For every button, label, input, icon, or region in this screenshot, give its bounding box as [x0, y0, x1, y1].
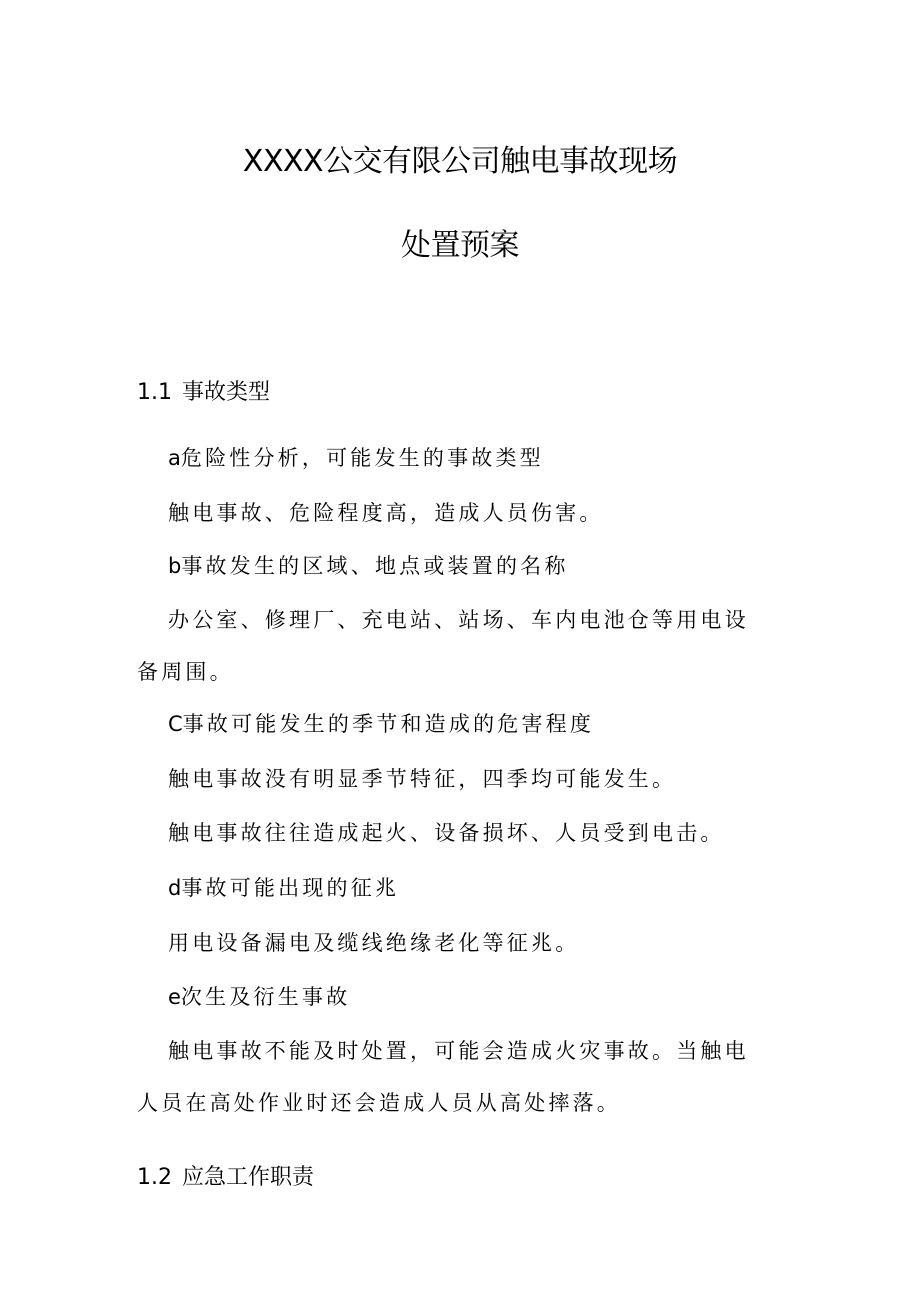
- paragraph: [168, 819, 725, 847]
- paragraph-c: [168, 710, 594, 738]
- list-marker: a: [168, 446, 181, 470]
- section-title: 应急工作职责: [182, 1165, 315, 1190]
- paragraph: [137, 594, 749, 698]
- paragraph-text: 触电事故往往造成起火、设备损坏、人员受到电击。: [168, 821, 725, 845]
- paragraph-b: [168, 552, 569, 580]
- list-marker: b: [168, 554, 182, 578]
- paragraph-text: 办公室、修理厂、充电站、站场、车内电池仓等用电设备周围。: [137, 608, 749, 684]
- paragraph-e: [168, 983, 350, 1011]
- paragraph-text: 触电事故没有明显季节特征，四季均可能发生。: [168, 767, 677, 791]
- paragraph-text: 触电事故、危险程度高，造成人员伤害。: [168, 501, 604, 525]
- section-heading-1-2: [137, 1163, 314, 1193]
- document-title-line-2: 处置预案: [401, 228, 519, 263]
- section-title: 事故类型: [182, 380, 271, 405]
- paragraph-text: 危险性分析，可能发生的事故类型: [180, 446, 544, 470]
- paragraph-text: 事故可能出现的征兆: [181, 876, 400, 900]
- paragraph: [168, 929, 579, 957]
- list-marker: C: [168, 712, 183, 736]
- list-marker: d: [168, 876, 182, 900]
- section-number: 1.2: [137, 1165, 172, 1190]
- paragraph-text: 事故发生的区域、地点或装置的名称: [181, 554, 569, 578]
- paragraph-d: [168, 874, 399, 902]
- paragraph: [168, 499, 604, 527]
- paragraph: [168, 765, 676, 793]
- paragraph-a: [168, 444, 544, 472]
- paragraph-text: 事故可能发生的季节和造成的危害程度: [182, 712, 595, 736]
- paragraph-text: 次生及衍生事故: [180, 985, 351, 1009]
- section-number: 1.1: [137, 380, 172, 405]
- paragraph: [137, 1025, 749, 1129]
- paragraph-text: 触电事故不能及时处置，可能会造成火灾事故。当触电人员在高处作业时还会造成人员从高处摔落。: [137, 1039, 749, 1115]
- paragraph-text: 用电设备漏电及缆线绝缘老化等征兆。: [168, 931, 580, 955]
- list-marker: e: [168, 985, 181, 1009]
- document-title-line-1: XXXX公交有限公司触电事故现场: [242, 144, 678, 179]
- section-heading-1-1: [137, 378, 270, 408]
